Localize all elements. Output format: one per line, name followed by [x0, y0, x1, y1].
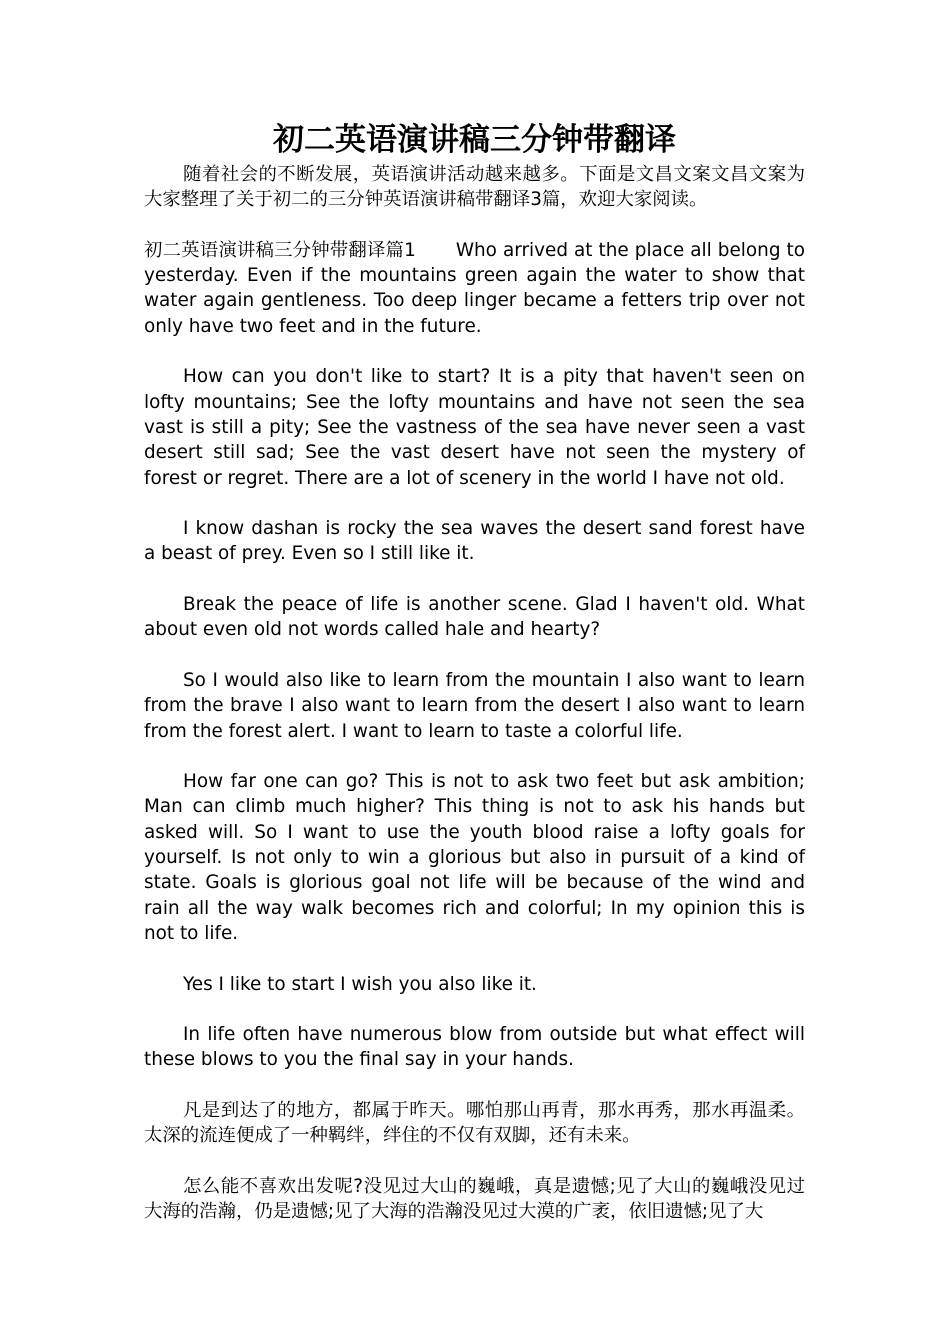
paragraph-gap	[144, 1073, 805, 1098]
section-first-paragraph	[144, 238, 805, 339]
paragraph-gap	[144, 946, 805, 971]
body-paragraph: 凡是到达了的地方，都属于昨天。哪怕那山再青，那水再秀，那水再温柔。太深的流连便成了一种羁绊，绊住的不仅有双脚，还有未来。	[144, 1099, 805, 1147]
body-paragraph: In life often have numerous blow from outside but what effect will these blows to you the final say in your hands.	[144, 1024, 805, 1071]
body-paragraph: I know dashan is rocky the sea waves the desert sand forest have a beast of prey. Even so I still like it.	[144, 518, 805, 565]
paragraph-gap	[144, 491, 805, 516]
body-paragraph: Break the peace of life is another scene. Glad I haven't old. What about even old not words called hale and hearty?	[144, 594, 805, 641]
intro-paragraph: 随着社会的不断发展，英语演讲活动越来越多。下面是文昌文案文昌文案为大家整理了关于初二的三分钟英语演讲稿带翻译3篇，欢迎大家阅读。	[144, 164, 805, 211]
document-title: 初二英语演讲稿三分钟带翻译	[273, 122, 676, 158]
body-paragraph: Yes I like to start I wish you also like it.	[183, 973, 537, 995]
body-paragraph: 怎么能不喜欢出发呢?没见过大山的巍峨，真是遗憾;见了大山的巍峨没见过大海的浩瀚，仍是遗憾;见了大海的浩瀚没见过大漠的广袤，依旧遗憾;见了大	[144, 1175, 805, 1223]
body-paragraph: How far one can go? This is not to ask two feet but ask ambition; Man can climb much higher? This thing is not to ask his hands but asked will. So I want to use the youth blood raise a lofty goals for yourself. Is not only to win a glorious but also in pursuit of a kind of state. Goals is glorious goal not life will be because of the wind and rain all the way walk becomes rich and colorful; In my opinion this is not to life.	[144, 771, 805, 944]
section-first-text: Who arrived at the place all belong to yesterday. Even if the mountains green again the water to show that water again gentleness. Too deep linger became a fetters trip over not only have two feet and in the future.	[144, 239, 805, 337]
document-page	[144, 118, 805, 1224]
paragraph-gap	[144, 643, 805, 668]
paragraph-gap	[144, 339, 805, 364]
body-paragraph: So I would also like to learn from the mountain I also want to learn from the brave I also want to learn from the desert I also want to learn from the forest alert. I want to learn to taste a colorful life.	[144, 669, 805, 742]
paragraph-gap	[144, 744, 805, 769]
paragraph-gap	[144, 1149, 805, 1174]
paragraph-gap	[144, 997, 805, 1022]
section-label: 初二英语演讲稿三分钟带翻译篇1	[144, 239, 416, 261]
body-paragraph: How can you don't like to start? It is a pity that haven't seen on lofty mountains; See the lofty mountains and have not seen the sea vast is still a pity; See the vastness of the sea have never seen a vast desert still sad; See the vast desert have not seen the mystery of forest or regret. There are a lot of scenery in the world I have not old.	[144, 366, 805, 489]
paragraph-gap	[144, 567, 805, 592]
paragraph-gap	[144, 213, 805, 238]
